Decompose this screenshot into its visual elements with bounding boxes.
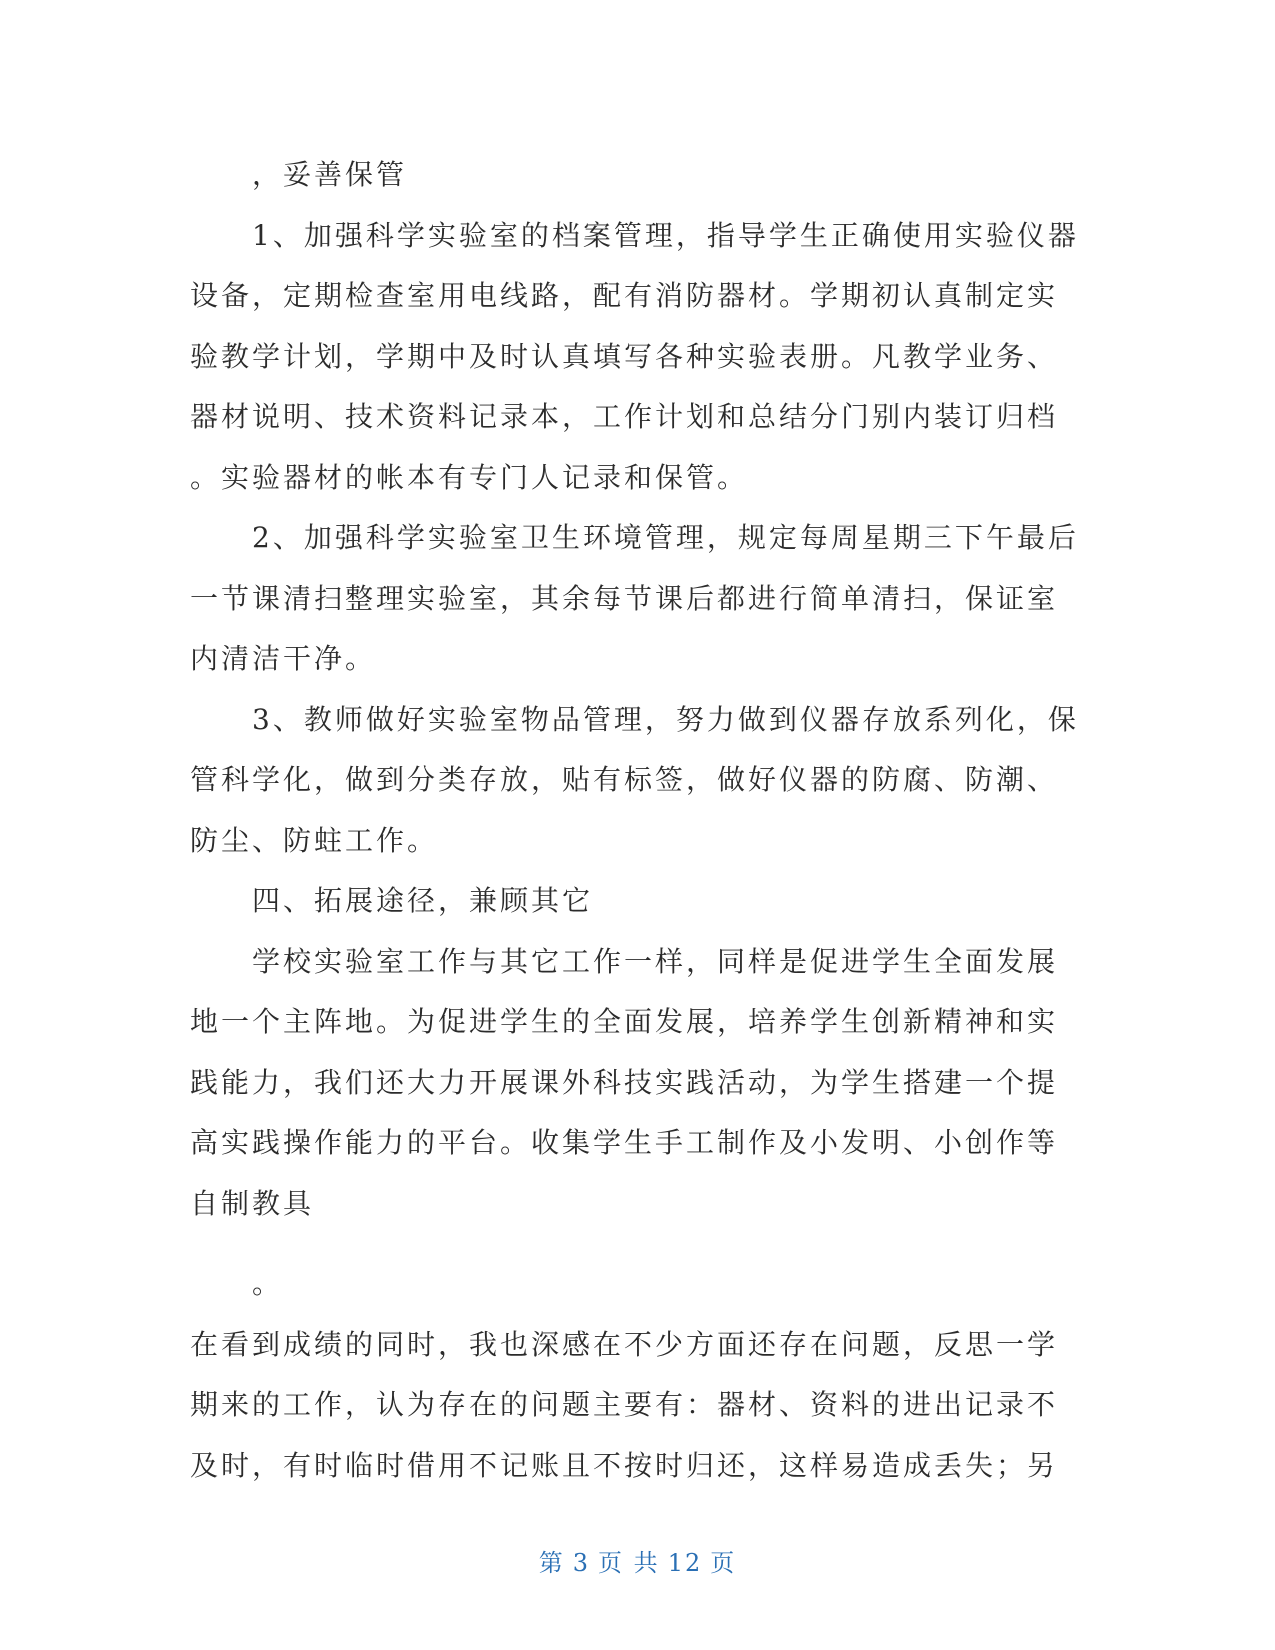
text-line: 地一个主阵地。为促进学生的全面发展，培养学生创新精神和实 <box>190 1005 1059 1038</box>
section-heading: 四、拓展途径，兼顾其它 <box>252 884 594 917</box>
text-line: 在看到成绩的同时，我也深感在不少方面还存在问题，反思一学 <box>190 1327 1059 1361</box>
text-line: 验教学计划，学期中及时认真填写各种实验表册。凡教学业务、 <box>190 339 1059 373</box>
text-line: 期来的工作，认为存在的问题主要有：器材、资料的进出记录不 <box>190 1388 1059 1421</box>
text-line: 1、加强科学实验室的档案管理，指导学生正确使用实验仪器 <box>252 218 1079 252</box>
text-line: 防尘、防蛀工作。 <box>190 823 439 857</box>
text-line: 学校实验室工作与其它工作一样，同样是促进学生全面发展 <box>252 944 1059 978</box>
footer-label-end: 页 <box>710 1549 737 1577</box>
text-line: 。 <box>252 1267 284 1300</box>
page-footer <box>0 1543 1275 1578</box>
text-line: 3、教师做好实验室物品管理，努力做到仪器存放系列化，保 <box>252 702 1079 736</box>
text-line: 设备，定期检查室用电线路，配有消防器材。学期初认真制定实 <box>190 279 1059 312</box>
text-line: 。实验器材的帐本有专门人记录和保管。 <box>190 460 749 494</box>
current-page-number: 3 <box>572 1549 591 1577</box>
text-line: 一节课清扫整理实验室，其余每节课后都进行简单清扫，保证室 <box>190 581 1059 615</box>
text-line: 自制教具 <box>190 1186 315 1220</box>
text-line: 器材说明、技术资料记录本，工作计划和总结分门别内装订归档 <box>190 400 1059 433</box>
text-line: 高实践操作能力的平台。收集学生手工制作及小发明、小创作等 <box>190 1126 1059 1159</box>
document-body <box>190 145 1080 1496</box>
total-pages-number: 12 <box>667 1549 703 1577</box>
text-line: 2、加强科学实验室卫生环境管理，规定每周星期三下午最后 <box>252 521 1079 554</box>
text-line: 内清洁干净。 <box>190 642 377 675</box>
text-line: 践能力，我们还大力开展课外科技实践活动，为学生搭建一个提 <box>190 1065 1059 1099</box>
text-line: ，妥善保管 <box>252 158 408 191</box>
footer-label-of: 页 共 <box>598 1549 660 1577</box>
text-line: 及时，有时临时借用不记账且不按时归还，这样易造成丢失；另 <box>190 1448 1059 1482</box>
footer-label-page: 第 <box>538 1549 565 1577</box>
text-line: 管科学化，做到分类存放，贴有标签，做好仪器的防腐、防潮、 <box>190 763 1059 796</box>
